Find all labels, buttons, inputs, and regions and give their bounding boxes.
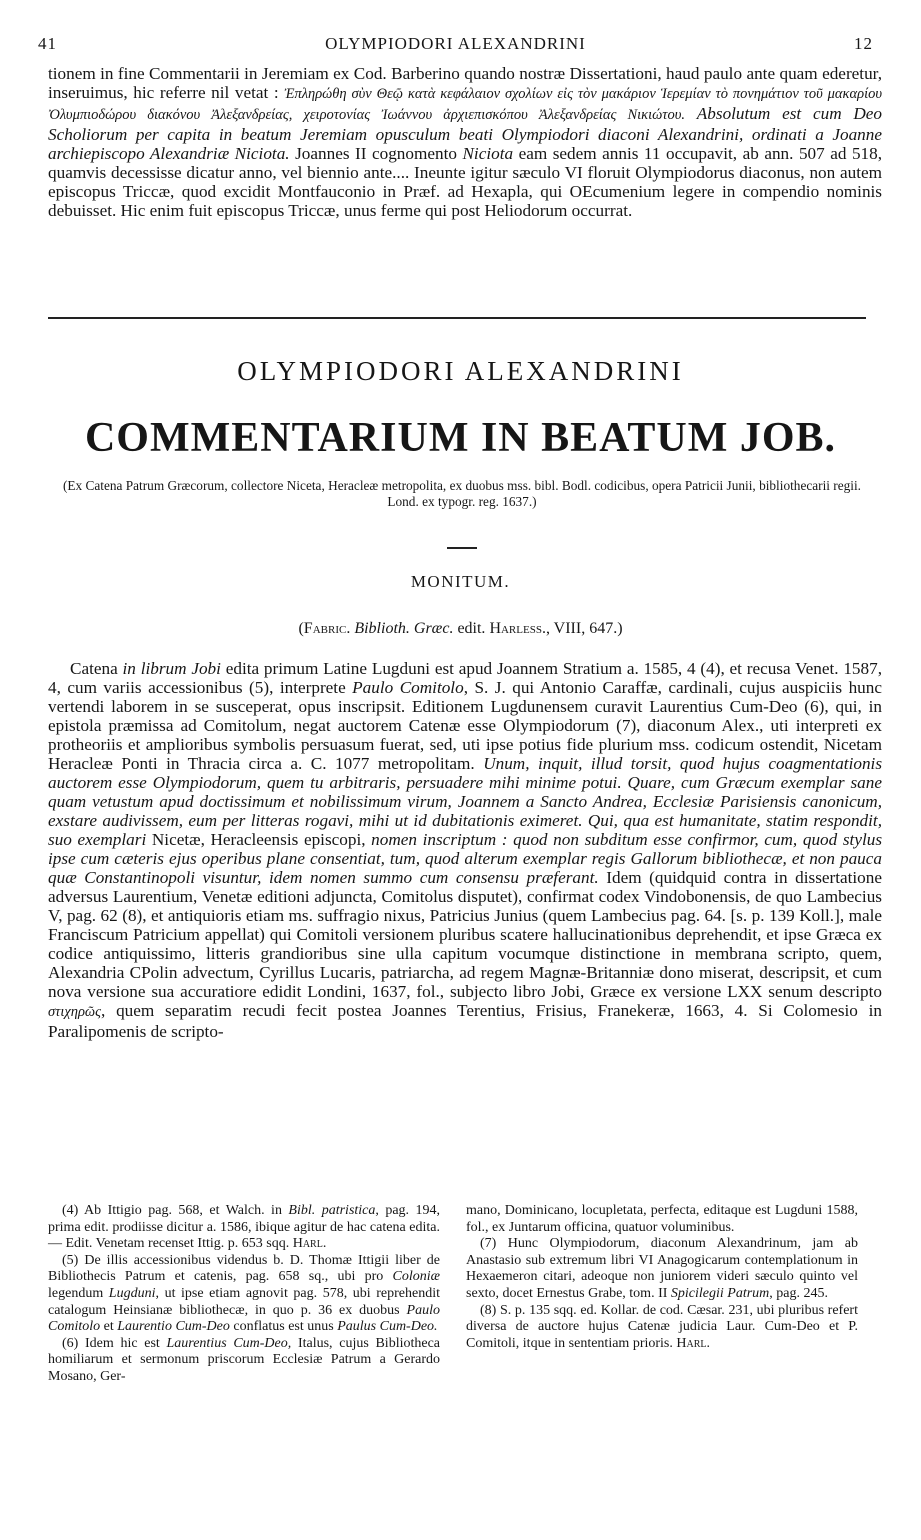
monitum-reference	[0, 620, 921, 638]
italic-run: Lugduni	[108, 1285, 156, 1301]
footnotes-left-column	[48, 1203, 440, 1386]
latin-translation: Absolutum est cum Deo Scholiorum per capita in beatum Jeremiam opusculum beati Olympiodori diaconi Alexandrini, ordinati a Joanne archiepiscopo Alexandriæ Niciota.	[48, 104, 883, 163]
text-run: Catena	[70, 659, 118, 678]
italic-run: Paulo Comitolo	[352, 678, 464, 697]
italic-run: Paulo Comitolo	[48, 1302, 440, 1335]
footnote-6-continued	[466, 1203, 858, 1236]
footnote-5	[48, 1253, 440, 1336]
text-run: edita primum Latine Lugduni est apud Joannem Stratium a. 1585, 4 (4), et recusa Venet. 1587, 4, cum variis accessionibus (5), interprete	[48, 659, 882, 697]
previous-section-text	[48, 64, 882, 220]
monitum-body	[48, 659, 882, 1041]
text-run: , pag. 245.	[769, 1285, 828, 1301]
text-run: Nicetæ, Heracleensis episcopi,	[151, 830, 366, 849]
greek-word: στιχηρῶς	[48, 1004, 102, 1020]
work-title: COMMENTARIUM IN BEATUM JOB.	[84, 415, 837, 461]
italic-run: Paulus Cum-Deo.	[337, 1319, 438, 1335]
work-author: OLYMPIODORI ALEXANDRINI	[237, 356, 684, 386]
signature: Harl.	[676, 1335, 710, 1351]
running-head	[38, 34, 873, 58]
footnote-6	[48, 1336, 440, 1386]
ref-author: (Fabric.	[298, 620, 351, 637]
text-run: (4) Ab Ittigio pag. 568, et Walch. in	[62, 1203, 282, 1218]
text-run: Joannes II cognomento	[295, 144, 457, 163]
monitum-heading: MONITUM.	[410, 572, 511, 591]
text-run: conflatus est unus	[233, 1319, 334, 1335]
italic-run: Spicilegii Patrum	[670, 1285, 770, 1301]
italic-run: Laurentius Cum-Deo,	[166, 1335, 292, 1351]
text-run: , quem separatim recudi fecit postea Joannes Terentius, Frisius, Franekeræ, 1663, 4. Si Colomesio in Paralipomenis de scripto-	[48, 1001, 882, 1041]
text-run: , VIII, 647.)	[545, 620, 623, 637]
paragraph	[48, 659, 882, 1041]
work-source-note: (Ex Catena Patrum Græcorum, collectore Niceta, Heracleæ metropolita, ex duobus mss. bibl. Bodl. codicibus, opera Patricii Junii, bibliothecarii regii. Lond. ex typogr. reg. 1637.)	[63, 478, 861, 509]
text-run: eam sedem annis 11 occupavit, ab ann. 507 ad 518, quamvis decessisse dicatur anno, vel biennio ante.... Ineunte igitur sæculo VI floruit Olympiodorus diaconus, non autem episcopus Triccæ, quod excidit Montfauconio in Præf. ad Hexapla, qui OEcumenium legere in compendio nominis debuisset. Hic enim fuit episcopus Triccæ, unus ferme qui post Heliodorum occurrat.	[48, 144, 883, 220]
text-run: (6) Idem hic est	[62, 1335, 160, 1351]
italic-run: Laurentio Cum-Deo	[117, 1319, 230, 1335]
section-divider	[48, 317, 866, 319]
footnote-8	[466, 1303, 858, 1353]
page-number-left: 41	[38, 34, 57, 53]
text-run: edit.	[457, 620, 486, 637]
text-run: , S. J. qui Antonio Caraffæ, cardinali, cujus auspiciis hunc vertendi laborem in se susceperat, opus inscripsit. Editionem Lugdunensem curavit Laurentius Cum-Deo (6), qui, in epistola præmissa ad Comitolum, negat auctorem Catenæ esse Olympiodorum (7), diaconum Alex., uti interpreti ex protheoriis et amplioribus symbolis persuasum fuerat, sed, uti ipse potius fide plurium mss. codicum ostendit, Nicetam Heracleæ Ponti in Thracia circa a. C. 1077 metropolitam.	[48, 678, 882, 773]
italic-quotation: Unum, inquit, illud torsit, quod hujus coagmentationis auctorem esse Olympiodorum, quem tu arbitraris, persuadere mihi minime potui. Quare, cum Græcum exemplar sane quam vetustum apud doctissimum et nobilissimum virum, Joannem a Sancto Andrea, Ecclesiæ Parisiensis canonicum, exstare audivissem, eum per litteras rogavi, mihi ut id dubitationis eximeret. Qui, qua est humanitate, statim respondit, suo exemplari	[48, 754, 883, 849]
signature: Harl.	[292, 1236, 327, 1252]
greek-quotation: Ἐπληρώθη σὺν Θεῷ κατὰ κεφάλαιον σχολίων εἰς τὸν μακάριον Ἱερεμίαν τὸ πονημάτιον τοῦ μακαρίου Ὀλυμπιοδώρου διακόνου Ἀλεξανδρείας, χειροτονίας Ἰωάννου ἀρχιεπισκόπου Ἀλεξανδρείας Νικιώτου.	[48, 86, 883, 123]
text-run: (5) De illis accessionibus videndus b. D. Thomæ Ittigii liber de Bibliothecis Patrum et catenis, pag. 658 sq., ubi pro	[48, 1252, 440, 1285]
footnotes	[48, 1203, 878, 1493]
ref-editor: Harless.	[489, 620, 546, 637]
text-run: Idem (quidquid contra in dissertatione adversus Laurentium, Venetæ editioni adjuncta, Comitolus disputet), confirmat codex Vindobonensis, de quo Lambecius V, pag. 62 (8), et antiquioris etiam ms. suffragio nixus, Patricius Junius (quem Lambecius pag. 64. [s. p. 139 Koll.], male Franciscum Patricium appellat) qui Comitoli versionem pluribus scatere hallucinationibus deprehendit, et ipse Græca ex codice antiquissimo, litteris grandioribus sine ulla capitum vocumque distinctione in membrana scripto, quem, Alexandria CPolin advectum, Cyrillus Lucaris, patriarcha, ad regem Magnæ-Britanniæ dono miserat, descripsit, et cum nova versione sua accuratiore edidit Londini, 1637, fol., subjecto libro Jobi, Græce ex versione LXX senum descripto	[48, 868, 883, 1001]
text-run: (8) S. p. 135 sqq. ed. Kollar. de cod. Cæsar. 231, ubi pluribus refert diversa de auctore hujus Catenæ judicia Laur. Cum-Deo et P. Comitoli, itque in sententiam prioris.	[466, 1302, 858, 1351]
text-run: tionem in fine Commentarii in Jeremiam ex Cod. Barberino quando nostræ Dissertationi, haud paulo ante quam ederetur, inseruimus, hic referre nil vetat :	[48, 64, 882, 102]
italic-run: in librum Jobi	[122, 659, 221, 678]
italic-quotation: nomen inscriptum : quod non subditum esse confirmor, cum, quod stylus ipse cum cæteris ejus operibus plane consentiat, tum, quod alterum exemplar regis Gallorum bibliothecæ, et non pauca quæ Constantinopoli visuntur, idem nomen summo cum consensu præferant.	[48, 830, 883, 887]
text-run: , pag. 194, prima edit. prodiisse dicitur a. 1586, ibique agitur de hac catena edita. — Edit. Venetam recenset Ittig. p. 653 sqq.	[48, 1203, 441, 1252]
ref-title: Biblioth. Græc.	[354, 620, 454, 637]
footnote-4	[48, 1203, 440, 1253]
short-divider	[447, 547, 477, 549]
footnotes-right-column	[466, 1203, 858, 1352]
text-run: (7) Hunc Olympiodorum, diaconum Alexandrinum, jam ab Anastasio sub extremum libri VI Anagogicarum contemplationum in Hexaemeron citari, adeoque non juniorem videri sæculo quinto vel sexto, docet Ernestus Grabe, tom. II	[466, 1236, 858, 1301]
text-run: Italus, cujus Bibliotheca homiliarum et sermonum priscorum Ecclesiæ Patrum a Gerardo Mosano, Ger-	[48, 1335, 441, 1384]
running-head-title: OLYMPIODORI ALEXANDRINI	[325, 34, 586, 53]
italic-run: Bibl. patristica	[288, 1203, 376, 1218]
text-run: mano, Dominicano, locupletata, perfecta, editaque est Lugduni 1588, fol., ex Juntarum officina, quatuor voluminibus.	[466, 1203, 858, 1235]
page-number-right: 12	[854, 34, 873, 53]
italic-name: Niciota	[462, 144, 514, 163]
text-run: et	[103, 1319, 114, 1335]
italic-run: Coloniæ	[392, 1269, 440, 1285]
text-run: , ut ipse etiam agnovit pag. 578, ubi reprehendit catalogum Heinsianæ bibliothecæ, in quo p. 36 ex duobus	[48, 1285, 440, 1318]
text-run: legendum	[48, 1285, 104, 1301]
footnote-7	[466, 1236, 858, 1302]
